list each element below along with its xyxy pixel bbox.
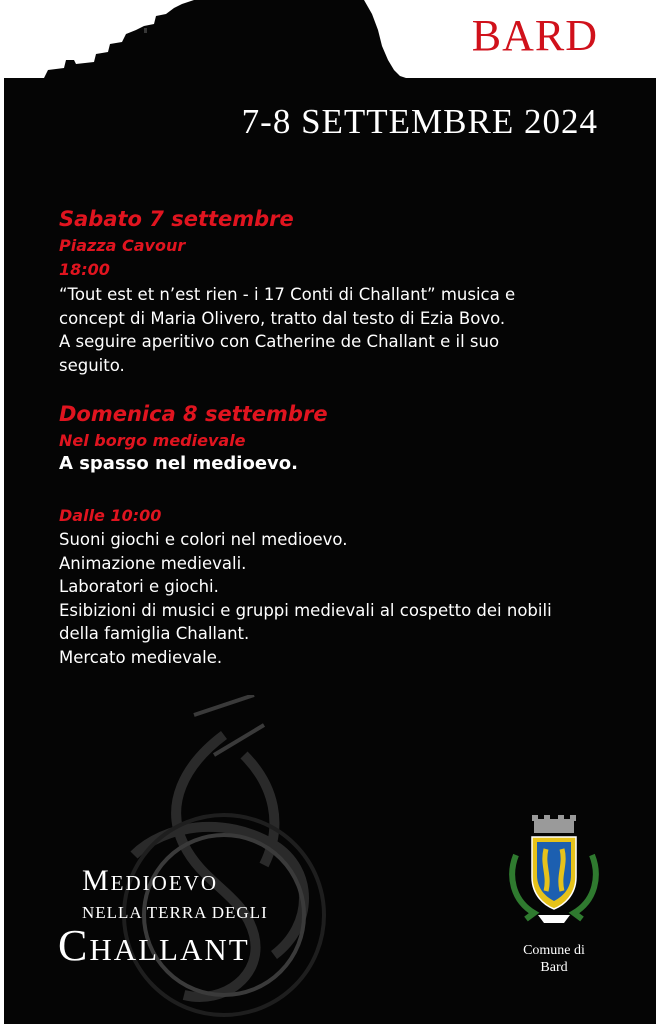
sunday-description xyxy=(59,528,552,670)
saturday-line: seguito. xyxy=(59,355,125,375)
saturday-description xyxy=(59,283,515,377)
sunday-line: della famiglia Challant. xyxy=(59,624,250,644)
event-dates: 7-8 SETTEMBRE 2024 xyxy=(241,102,598,141)
sunday-heading: A spasso nel medioevo. xyxy=(59,453,298,474)
logo-title-challant: Challant xyxy=(58,921,250,970)
sunday-line: Laboratori e giochi. xyxy=(59,577,219,597)
saturday-line: “Tout est et n’est rien - i 17 Conti di Challant” musica e xyxy=(59,285,516,304)
saturday-time: 18:00 xyxy=(59,260,110,279)
sunday-place: Nel borgo medievale xyxy=(59,431,246,450)
event-poster xyxy=(4,0,656,1024)
saturday-day: Sabato 7 settembre xyxy=(59,207,294,231)
logo-title-medioevo: Medioevo xyxy=(82,864,218,897)
comune-line: Comune di xyxy=(523,943,585,958)
comune-label xyxy=(494,942,614,976)
coat-of-arms-icon xyxy=(504,815,604,930)
sunday-line: Mercato medievale. xyxy=(59,647,223,667)
comune-line: Bard xyxy=(540,960,568,975)
knot-emblem-graphic xyxy=(74,695,354,1024)
sunday-line: Suoni giochi e colori nel medioevo. xyxy=(59,530,348,549)
saturday-line: concept di Maria Olivero, tratto dal testo di Ezia Bovo. xyxy=(59,308,506,328)
logo-subtitle: NELLA TERRA DEGLI xyxy=(82,903,268,922)
town-name: BARD xyxy=(471,11,598,60)
saturday-place: Piazza Cavour xyxy=(59,236,186,255)
sunday-time: Dalle 10:00 xyxy=(59,506,162,525)
sunday-day: Domenica 8 settembre xyxy=(59,402,328,426)
saturday-line: A seguire aperitivo con Catherine de Challant e il suo xyxy=(59,332,500,352)
sunday-line: Animazione medievali. xyxy=(59,553,247,573)
sunday-line: Esibizioni di musici e gruppi medievali al cospetto dei nobili xyxy=(59,600,552,620)
